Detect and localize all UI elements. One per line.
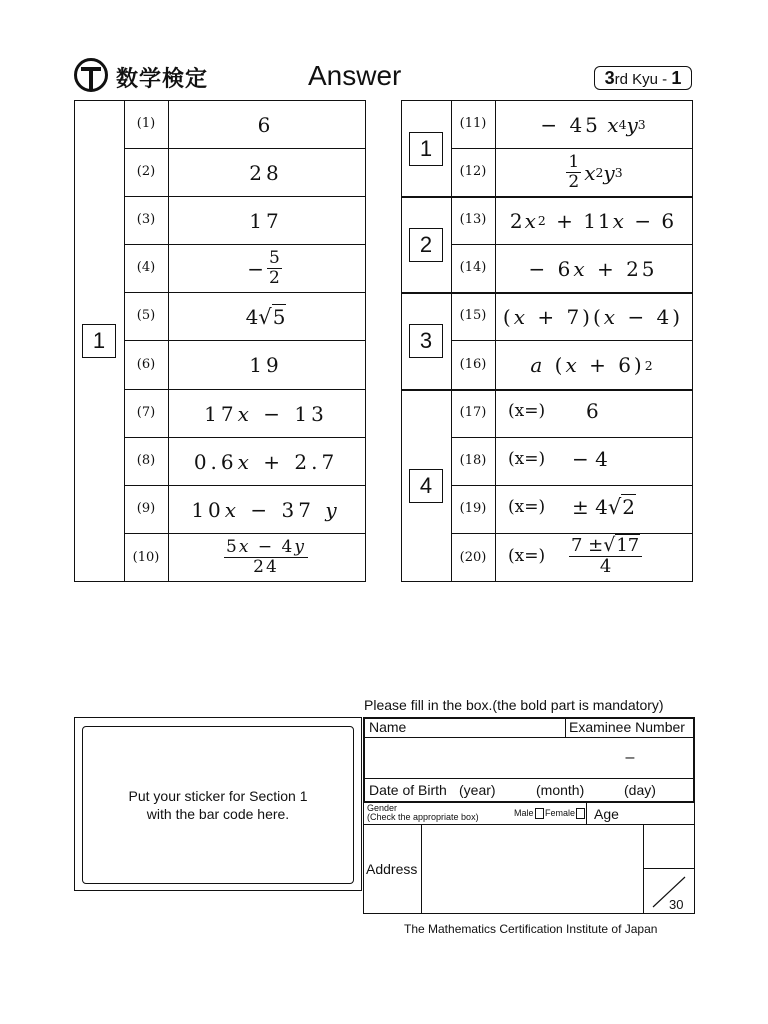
- logo-icon: [74, 58, 108, 92]
- answer-3: 17: [249, 208, 283, 233]
- answer-19: [572, 495, 636, 519]
- grade-part: 1: [671, 68, 682, 88]
- denominator: 2: [568, 172, 580, 192]
- numerator: [569, 536, 642, 557]
- examinee-number-label: Examinee Number: [569, 719, 685, 735]
- answer-6: 19: [249, 353, 283, 377]
- divider: [694, 803, 695, 914]
- answer-4-sign: −: [247, 256, 264, 281]
- answer-15-rest: − 4): [627, 304, 684, 329]
- denominator: 4: [599, 556, 612, 577]
- question-number: (18): [459, 453, 487, 468]
- question-number: (3): [136, 212, 156, 227]
- answer-15: [495, 293, 691, 340]
- logo-text: 数学検定: [116, 66, 209, 91]
- grade-badge: [594, 66, 692, 90]
- denominator: 24: [253, 557, 279, 577]
- answer-8-coef: 0.6: [193, 449, 238, 474]
- answer-14-coef: − 6: [528, 256, 574, 281]
- divider: [451, 485, 693, 486]
- answer-19-radicand: 2: [622, 495, 635, 519]
- female-option[interactable]: [545, 808, 586, 819]
- answer-10: [168, 534, 364, 581]
- answer-9-coef: 10: [191, 497, 225, 522]
- x-equals-label: (x=): [508, 449, 546, 469]
- sticker-instruction-line1: Put your sticker for Section 1: [128, 788, 308, 804]
- answer-19-pm: ± 4: [572, 495, 608, 519]
- sqrt-symbol: √: [603, 534, 616, 556]
- answer-13-var-x2: x: [612, 208, 626, 233]
- section-label: 4: [409, 469, 443, 503]
- gender-label: Gender: [367, 803, 398, 813]
- answer-8-var: x: [237, 449, 253, 474]
- question-number: (5): [136, 308, 156, 323]
- answer-9: [168, 486, 364, 533]
- grade-mid: rd Kyu -: [614, 71, 672, 88]
- answer-16-rest: + 6): [589, 353, 645, 377]
- answer-4: [168, 245, 364, 292]
- answer-16-paren: (: [554, 353, 566, 377]
- answer-15-var-x2: x: [603, 304, 619, 329]
- answer-5: [168, 293, 364, 340]
- num-mid: − 4: [257, 537, 295, 557]
- dob-label: Date of Birth: [369, 782, 447, 798]
- divider: [451, 100, 452, 582]
- answer-16: [495, 341, 691, 389]
- question-number: (15): [459, 308, 487, 323]
- section-label: 2: [409, 228, 443, 262]
- numerator: 5: [268, 248, 280, 268]
- answer-13-mid: + 11: [556, 208, 613, 233]
- dob-month-label: (month): [536, 782, 585, 798]
- num-var-x: x: [238, 537, 251, 557]
- question-number: (13): [459, 212, 487, 227]
- divider: [363, 913, 695, 914]
- answer-13-exp: 2: [537, 213, 548, 228]
- divider: [451, 437, 693, 438]
- answer-10-fraction: [224, 539, 308, 576]
- question-number: (4): [136, 260, 156, 275]
- divider: [586, 803, 587, 824]
- answer-16-exp: 2: [644, 357, 656, 373]
- footer-institute: The Mathematics Certification Institute of Japan: [404, 922, 658, 936]
- address-field[interactable]: [422, 825, 642, 913]
- page-title: Answer: [308, 60, 402, 91]
- question-number: (1): [136, 116, 156, 131]
- answer-2: 28: [249, 160, 283, 185]
- answer-7: [168, 390, 364, 437]
- sqrt-symbol: √: [258, 304, 272, 329]
- answer-12-exp-y: 3: [614, 165, 623, 180]
- dob-day-label: (day): [624, 782, 656, 798]
- answer-12-var-y: y: [603, 160, 615, 185]
- grade-number: 3: [604, 68, 615, 88]
- section-label: 1: [409, 132, 443, 166]
- sticker-area[interactable]: [82, 726, 354, 884]
- question-number: (16): [459, 357, 487, 372]
- answer-1: 6: [257, 112, 275, 137]
- answer-17: 6: [586, 399, 599, 423]
- answer-11-exp-y: 3: [637, 117, 646, 132]
- answer-14-var: x: [573, 256, 588, 281]
- answer-9-var-y: y: [325, 497, 341, 522]
- name-field[interactable]: [364, 738, 564, 778]
- answer-9-mid: − 37: [250, 497, 315, 522]
- numerator: [224, 539, 308, 558]
- divider: [363, 803, 364, 914]
- num-radicand: 17: [616, 535, 640, 556]
- answer-15-var-x1: x: [513, 304, 528, 329]
- answer-11-var-x: x: [607, 112, 619, 137]
- answer-12: [495, 149, 691, 196]
- form-instruction: Please fill in the box.(the bold part is mandatory): [364, 697, 664, 713]
- num-pm: 7 ±: [571, 535, 604, 556]
- question-number: (8): [136, 453, 156, 468]
- answer-14-rest: + 25: [596, 256, 658, 281]
- answer-13: [495, 197, 691, 244]
- x-equals-label: (x=): [508, 401, 546, 421]
- x-equals-label: (x=): [508, 497, 546, 517]
- numerator: 1: [568, 152, 580, 172]
- divider: [124, 100, 125, 582]
- num-var-y: y: [294, 537, 306, 557]
- answer-20: [566, 536, 645, 576]
- answer-13-coef: 2: [509, 208, 525, 233]
- divider: [565, 718, 566, 737]
- section-divider: [401, 389, 693, 391]
- x-equals-label: (x=): [508, 546, 546, 566]
- question-number: (7): [136, 405, 156, 420]
- answer-14: [495, 245, 691, 292]
- male-label: Male: [514, 807, 534, 818]
- question-number: (12): [459, 164, 487, 179]
- answer-4-fraction: [267, 250, 282, 287]
- divider: [364, 778, 694, 779]
- question-number: (17): [459, 405, 487, 420]
- question-number: (2): [136, 164, 156, 179]
- answer-15-paren: (: [502, 304, 514, 329]
- answer-5-coef: 4: [245, 304, 259, 329]
- num-coef: 5: [226, 537, 239, 557]
- answer-16-var-a: a: [530, 353, 546, 377]
- section-label: 1: [82, 324, 116, 358]
- score-total: 30: [669, 897, 684, 912]
- name-label: Name: [369, 719, 407, 735]
- question-number: (10): [132, 550, 160, 565]
- address-label: Address: [366, 861, 418, 877]
- female-label: Female: [545, 807, 576, 818]
- answer-18: − 4: [572, 447, 608, 471]
- question-number: (19): [459, 501, 487, 516]
- gender-hint: (Check the appropriate box): [367, 812, 479, 822]
- answer-9-var-x: x: [224, 497, 241, 522]
- answer-11-exp-x: 4: [618, 117, 627, 132]
- sticker-instruction-line2: with the bar code here.: [146, 806, 290, 822]
- question-number: (14): [459, 260, 487, 275]
- answer-7-rest: − 13: [263, 401, 328, 426]
- answer-20-fraction: [569, 536, 642, 576]
- answer-7-coef: 17: [204, 401, 238, 426]
- question-number: (9): [136, 501, 156, 516]
- answer-15-mid: + 7)(: [537, 304, 604, 329]
- denominator: 2: [268, 268, 280, 288]
- answer-12-exp-x: 2: [595, 165, 604, 180]
- age-label: Age: [594, 806, 619, 822]
- answer-8: [168, 438, 364, 485]
- answer-5-radicand: 5: [272, 305, 286, 329]
- male-checkbox[interactable]: [535, 808, 544, 819]
- question-number: (6): [136, 357, 156, 372]
- answer-12-fraction: [566, 154, 581, 191]
- female-checkbox[interactable]: [576, 808, 585, 819]
- answer-16-var-x: x: [565, 353, 580, 377]
- answer-12-var-x: x: [584, 160, 596, 185]
- dob-year-label: (year): [459, 782, 496, 798]
- examinee-number-field[interactable]: –: [625, 749, 635, 766]
- question-number: (20): [459, 550, 487, 565]
- male-option[interactable]: [514, 808, 545, 819]
- answer-11-var-y: y: [626, 112, 638, 137]
- answer-13-var-x: x: [524, 208, 538, 233]
- answer-11: [495, 101, 691, 148]
- answer-7-var: x: [237, 401, 253, 426]
- answer-8-rest: + 2.7: [263, 449, 339, 474]
- answer-11-coef: − 45: [540, 112, 601, 137]
- sqrt-symbol: √: [607, 495, 622, 519]
- divider: [451, 533, 693, 534]
- section-label: 3: [409, 324, 443, 358]
- question-number: (11): [459, 116, 487, 131]
- answer-13-rest: − 6: [634, 208, 677, 233]
